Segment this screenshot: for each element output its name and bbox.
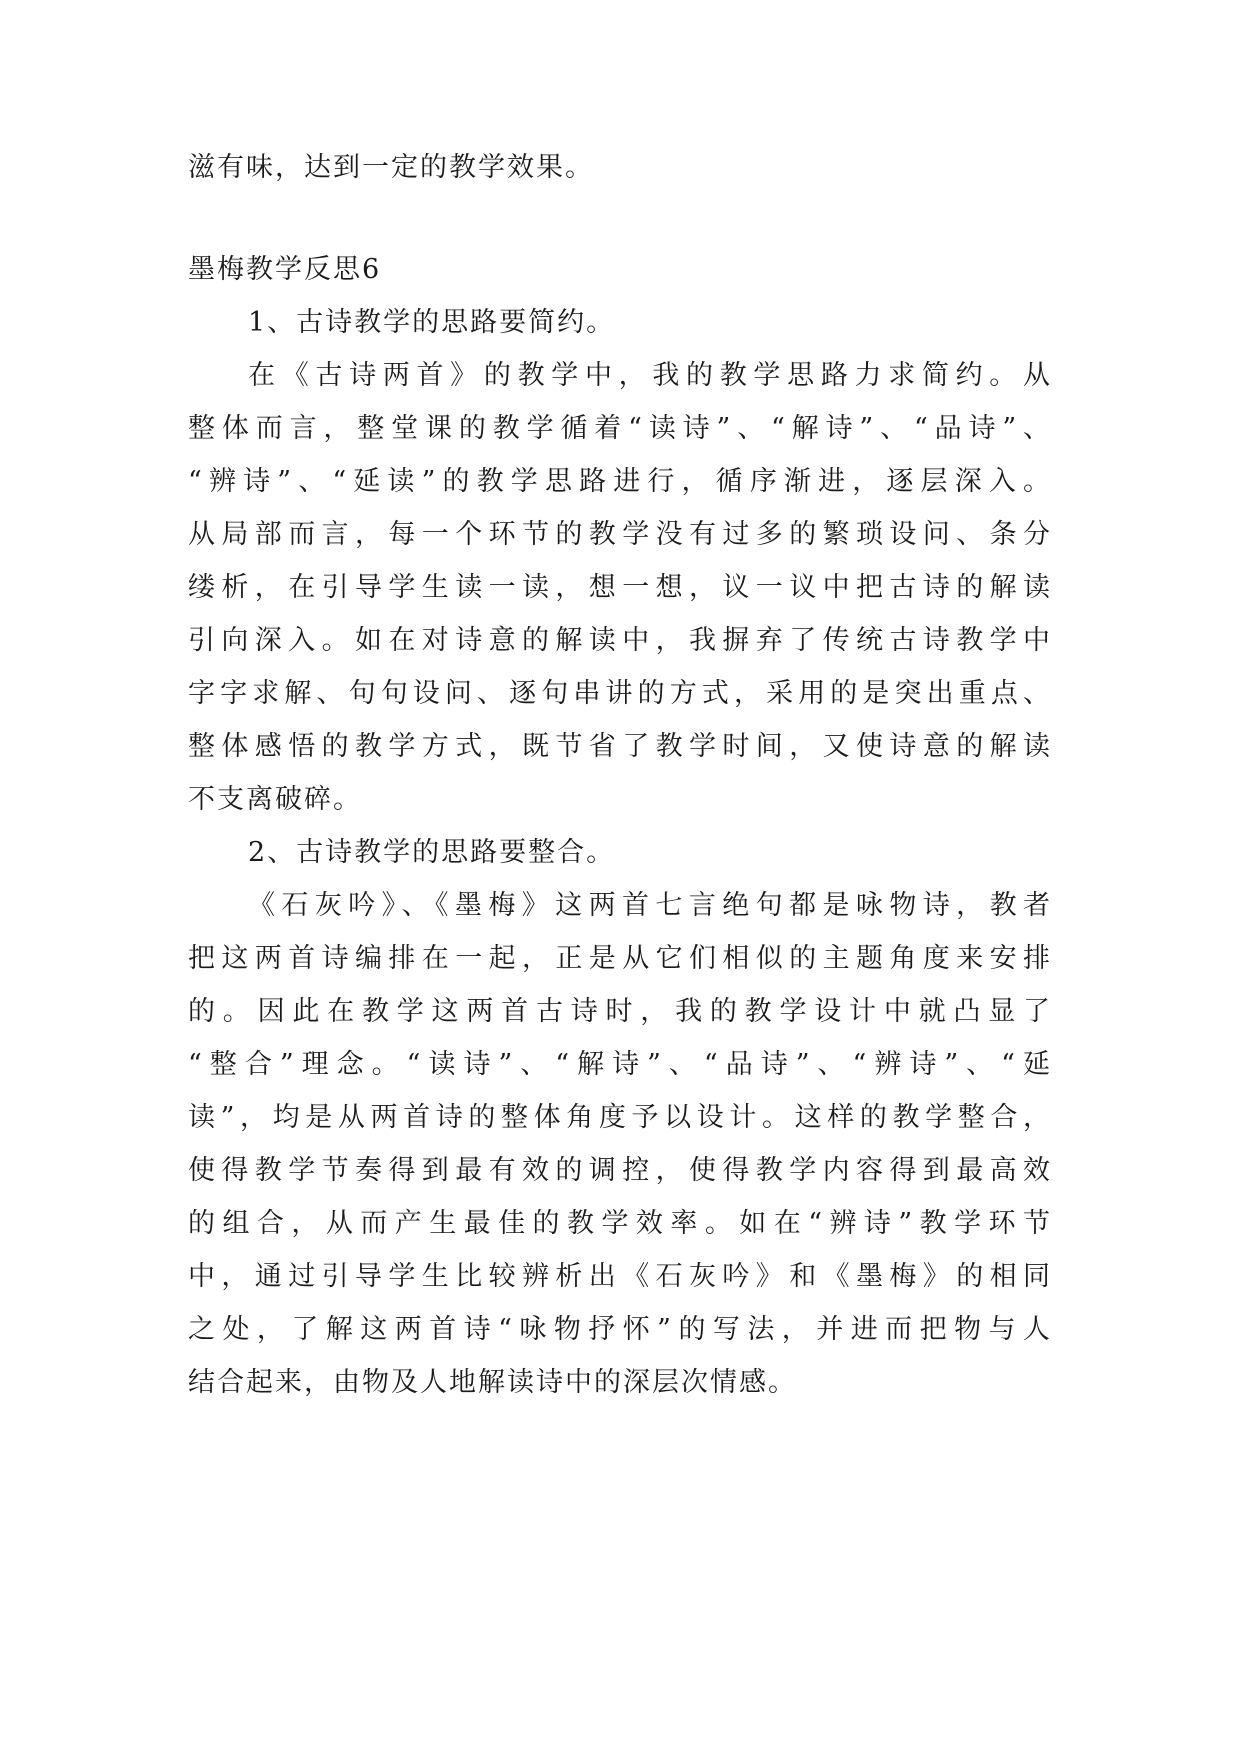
paragraph-line: 《石灰吟》、《墨梅》这两首七言绝句都是咏物诗，教者 <box>248 890 1050 921</box>
paragraph-line: “辨诗”、“延读”的教学思路进行，循序渐进，逐层深入。 <box>188 466 1050 497</box>
paragraph-line: 中，通过引导学生比较辨析出《石灰吟》和《墨梅》的相同 <box>188 1261 1050 1292</box>
paragraph-line: 滋有味，达到一定的教学效果。 <box>188 152 594 183</box>
subheading-1: 1、古诗教学的思路要简约。 <box>248 307 616 338</box>
paragraph-line: 字字求解、句句设问、逐句串讲的方式，采用的是突出重点、 <box>188 678 1050 709</box>
section-heading: 墨梅教学反思6 <box>188 254 382 285</box>
paragraph-line: 之处，了解这两首诗“咏物抒怀”的写法，并进而把物与人 <box>188 1314 1050 1345</box>
paragraph-line: 从局部而言，每一个环节的教学没有过多的繁琐设问、条分 <box>188 519 1050 550</box>
paragraph-line: 整体而言，整堂课的教学循着“读诗”、“解诗”、“品诗”、 <box>188 413 1050 444</box>
paragraph-line: 不支离破碎。 <box>188 784 362 815</box>
paragraph-line: 把这两首诗编排在一起，正是从它们相似的主题角度来安排 <box>188 943 1050 974</box>
paragraph-line: 的。因此在教学这两首古诗时，我的教学设计中就凸显了 <box>188 996 1050 1027</box>
paragraph-line: 整体感悟的教学方式，既节省了教学时间，又使诗意的解读 <box>188 731 1050 762</box>
paragraph-line: 在《古诗两首》的教学中，我的教学思路力求简约。从 <box>248 360 1050 391</box>
paragraph-line: 的组合，从而产生最佳的教学效率。如在“辨诗”教学环节 <box>188 1208 1050 1239</box>
paragraph-line: 读”，均是从两首诗的整体角度予以设计。这样的教学整合， <box>188 1102 1050 1133</box>
paragraph-line: 缕析，在引导学生读一读，想一想，议一议中把古诗的解读 <box>188 572 1050 603</box>
paragraph-line: “整合”理念。“读诗”、“解诗”、“品诗”、“辨诗”、“延 <box>188 1049 1050 1080</box>
paragraph-line: 使得教学节奏得到最有效的调控，使得教学内容得到最高效 <box>188 1155 1050 1186</box>
paragraph-line: 引向深入。如在对诗意的解读中，我摒弃了传统古诗教学中 <box>188 625 1050 656</box>
subheading-2: 2、古诗教学的思路要整合。 <box>248 837 616 868</box>
paragraph-line: 结合起来，由物及人地解读诗中的深层次情感。 <box>188 1367 797 1398</box>
